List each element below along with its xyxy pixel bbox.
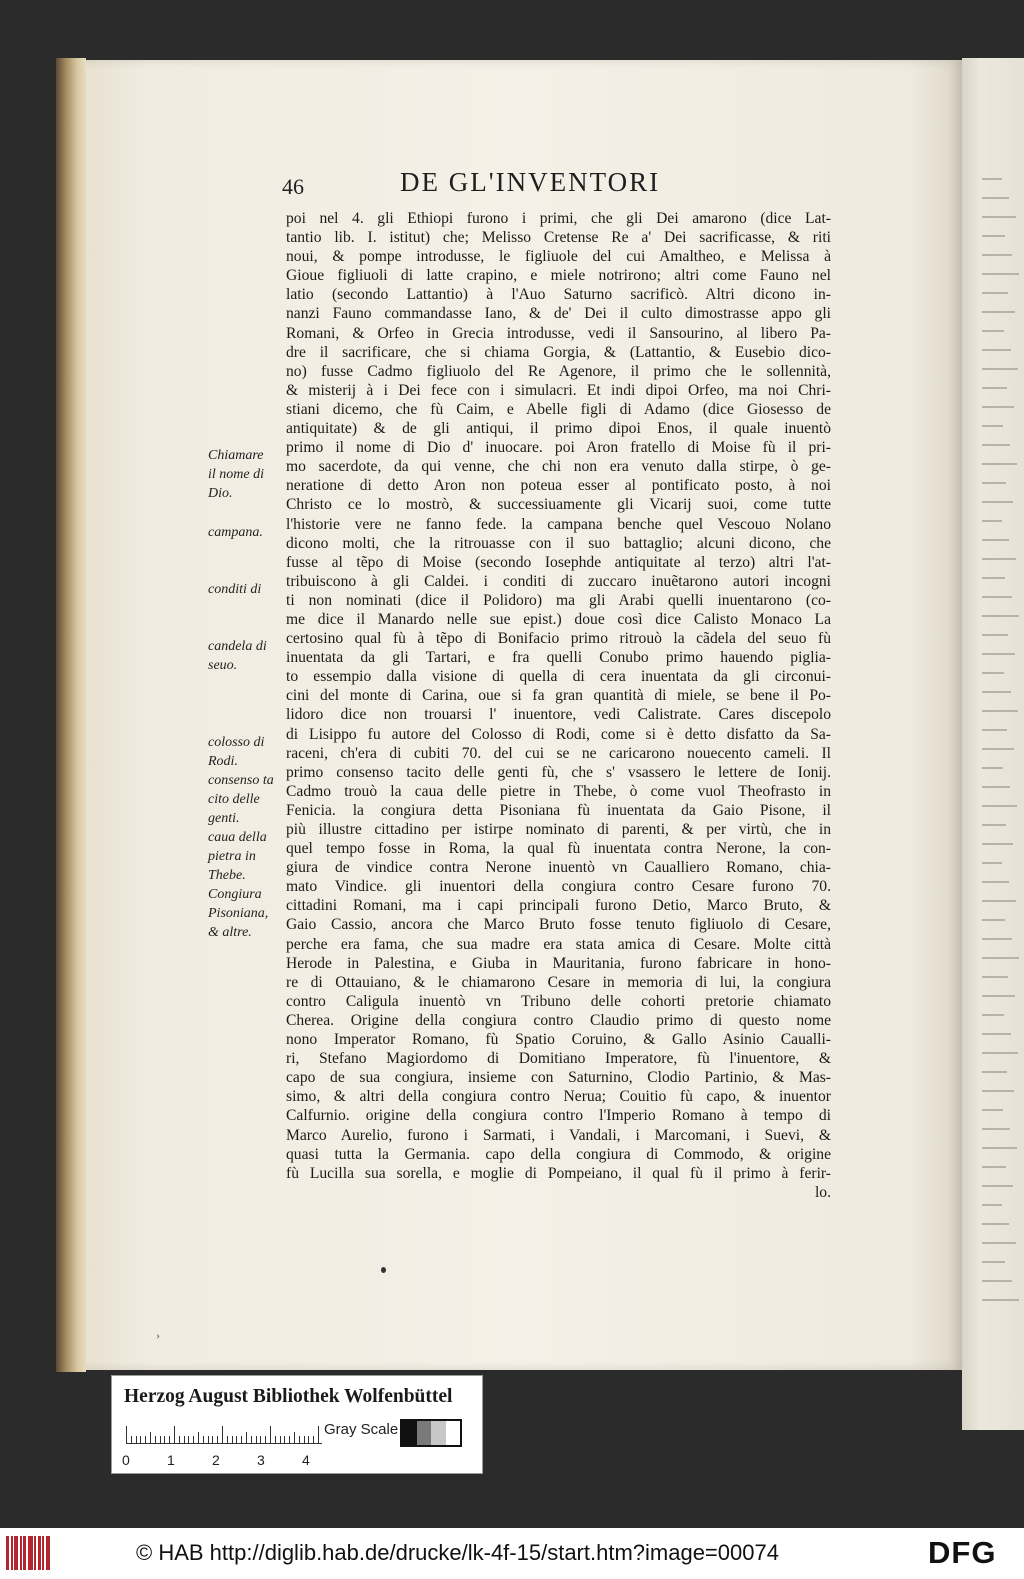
ruler-tick <box>131 1436 132 1444</box>
ruler-tick <box>164 1436 165 1444</box>
text-line: me dice il Manardo nelle sue epist.) doue così dice Calisto Monaco La <box>286 610 831 628</box>
gray-swatch <box>431 1421 446 1445</box>
text-line: noui, & pompe introdusse, le figliuole del cui Amaltheo, e Melissa à <box>286 248 831 266</box>
margin-note-line: Chiamare <box>208 448 264 463</box>
facing-page-edge <box>962 58 1024 1430</box>
text-line: cini del monte di Carina, oue si fa gran quantità di miele, se bene il Po- <box>286 687 831 705</box>
text-line: fù Lucilla sua sorella, e moglie di Pompeiano, il qual fù il primo à ferir- <box>286 1164 831 1182</box>
margin-note-line: campana. <box>208 525 263 540</box>
margin-note-line: Pisoniana, <box>208 906 269 921</box>
margin-note-line: & altre. <box>208 925 252 940</box>
ruler-tick <box>232 1436 233 1444</box>
text-line: nanzi Fauno commandasse Iano, & de' Dei il culto dimostrasse appo gli <box>286 305 831 323</box>
ruler-tick <box>289 1436 290 1444</box>
margin-note-line: candela di <box>208 639 267 654</box>
gray-scale-label: Gray Scale <box>324 1421 399 1438</box>
ruler-tick <box>294 1432 295 1444</box>
margin-note-line: conditi di <box>208 582 262 597</box>
ruler-tick <box>145 1436 146 1444</box>
ruler-tick <box>236 1436 237 1444</box>
body-text <box>286 209 831 1202</box>
text-line: mo sacerdote, da qui venne, che chi non era venuto dalla stirpe, ò ge- <box>286 458 831 476</box>
text-line: simo, & altri della congiura contro Nerua; Couitio fù capo, & inuentor <box>286 1088 831 1106</box>
text-line: Romani, & Orfeo in Grecia introdusse, vedi il Sansourino, al libero Pa- <box>286 324 831 342</box>
gray-swatch <box>446 1421 461 1445</box>
text-line: più illustre cittadino per istirpe nominato di parenti, & per virtù, che in <box>286 821 831 838</box>
ruler-tick <box>208 1436 209 1444</box>
margin-note-line: seuo. <box>208 658 238 673</box>
ruler-tick <box>304 1436 305 1444</box>
text-line: Gioue figliuoli di latte crapino, e miele notrirono; altri come Fauno nel <box>286 267 831 285</box>
ruler-tick <box>188 1436 189 1444</box>
text-line: dicono molti, che la ritrouasse con il suo battaglio; alcuni dicono, che <box>286 534 831 552</box>
ruler-tick <box>155 1436 156 1444</box>
color-scale-card <box>111 1375 483 1474</box>
margin-note-line: pietra in <box>208 849 256 864</box>
text-line: neratione di detto Aron non poteua esser al pontificato posto, à noi <box>286 477 831 495</box>
gray-scale-swatches <box>400 1419 462 1447</box>
margin-note-line: il nome di <box>208 467 264 482</box>
ruler-tick <box>174 1426 175 1444</box>
page-number: 46 <box>282 174 304 199</box>
text-line: perche era fama, che sua madre era stata amica di Cesare. Molte città <box>286 935 831 953</box>
ruler-tick <box>212 1436 213 1444</box>
margin-note-colosso <box>208 733 288 942</box>
ruler-tick <box>275 1436 276 1444</box>
margin-note-line: caua della <box>208 830 267 845</box>
margin-note-line: cito delle <box>208 792 260 807</box>
ruler-tick <box>126 1426 127 1444</box>
book-edge <box>56 58 86 1372</box>
margin-note-line: Thebe. <box>208 868 246 883</box>
text-line: Cadmo trouò la caua delle pietre in Thebe, ò come vuol Theofrasto in <box>286 782 831 800</box>
text-line: ri, Stefano Magiordomo di Domitiano Imperatore, fù l'inuentore, & <box>286 1050 831 1068</box>
text-line: latio (secondo Lattantio) à l'Auo Saturno sacrificò. Altri dicono in- <box>286 286 831 304</box>
text-line: cittadini Romani, ma i capi principali furono Detio, Marco Bruto, & <box>286 897 831 915</box>
ruler-tick <box>280 1436 281 1444</box>
ruler-tick <box>136 1436 137 1444</box>
margin-note-line: Congiura <box>208 887 262 902</box>
text-line: capo de sua congiura, insieme con Saturnino, Clodio Partinio, & Mas- <box>286 1069 831 1087</box>
ruler-label: 0 <box>122 1452 130 1468</box>
margin-note-campana <box>208 523 288 542</box>
text-line: nono Imperator Romano, fù Spatio Coruino, & Gallo Asinio Caualli- <box>286 1031 831 1049</box>
text-line: fusse al tẽpo di Moise (secondo Iosephde antiquitate al terzo) altri l'at- <box>286 553 831 571</box>
text-line: Christo ce lo mostrò, & successiuamente gli Vicarij suoi, come tutte <box>286 496 831 514</box>
ruler-tick <box>203 1436 204 1444</box>
ruler-tick <box>160 1436 161 1444</box>
text-line: raceni, ch'era di cubiti 70. del cui se ne caricarono nouecento cameli. Il <box>286 744 831 762</box>
footer-bar <box>0 1528 1024 1579</box>
text-line: stiani dicemo, che fù Caim, e Abelle figli di Adamo (dice Giosesso de <box>286 400 831 418</box>
text-line: primo consenso tacito delle genti fù, che s' vsassero le lettere de Ionij. <box>286 763 831 781</box>
text-line: Herode in Palestina, e Giuba in Mauritania, furono fabricare in hono- <box>286 954 831 972</box>
text-line: di Lisippo fu autore del Colosso di Rodi, come si è detto disfatto da Sa- <box>286 725 831 743</box>
ruler-tick <box>140 1436 141 1444</box>
margin-note-conditi <box>208 580 288 599</box>
text-line: certosino qual fù à tẽpo di Bonifacio primo ritrouò la cãdela del seuo fù <box>286 630 831 648</box>
margin-note-line: colosso di <box>208 735 265 750</box>
ruler <box>126 1422 322 1450</box>
ruler-tick <box>184 1436 185 1444</box>
ruler-tick <box>217 1436 218 1444</box>
text-line: Calfurnio. origine della congiura contro l'Imperio Romano à tempo di <box>286 1107 831 1125</box>
ruler-tick <box>260 1436 261 1444</box>
ruler-label: 2 <box>212 1452 220 1468</box>
text-line: inuentata da gli Tartari, e fra quelli Conubo primo hauendo piglia- <box>286 649 831 667</box>
ruler-tick <box>270 1426 271 1444</box>
margin-note-candela <box>208 637 288 675</box>
text-line: l'historie vere ne fanno fede. la campana benche quel Vescouo Nolano <box>286 515 831 533</box>
ruler-label: 3 <box>257 1452 265 1468</box>
margin-note-line: Rodi. <box>208 754 238 769</box>
copyright-link[interactable]: © HAB http://diglib.hab.de/drucke/lk-4f-15/start.htm?image=00074 <box>136 1540 779 1565</box>
ruler-tick <box>246 1432 247 1444</box>
ruler-tick <box>265 1436 266 1444</box>
text-line: giura de vindice contra Nerone inuentò vn Caualliero Romano, chia- <box>286 859 831 877</box>
dfg-logo: DFG <box>928 1535 997 1570</box>
corner-mark: › <box>156 1328 160 1342</box>
ruler-tick <box>179 1436 180 1444</box>
gray-swatch <box>402 1421 417 1445</box>
text-line: mato Vindice. gli inuentori della congiura contro Cesare furono 70. <box>286 878 831 896</box>
running-head: DE GL'INVENTORI <box>400 167 661 197</box>
text-line: quasi tutta la Germania. capo della congiura di Commodo, & origine <box>286 1145 831 1163</box>
ruler-tick <box>313 1436 314 1444</box>
ruler-tick <box>256 1436 257 1444</box>
text-line: & misterij à i Dei fece con i simulacri. Et indi dipoi Orfeo, ma noi Chri- <box>286 381 831 399</box>
printer-mark <box>381 1267 386 1273</box>
text-line: tribuiscono à gli Caldei. i conditi di zuccaro inuẽtarono autori incogni <box>286 572 831 590</box>
margin-note-line: genti. <box>208 811 240 826</box>
text-line: antiquitate) & de gli antiqui, il primo dipoi Enos, il quale inuentò <box>286 420 831 438</box>
ruler-tick <box>241 1436 242 1444</box>
ruler-label: 1 <box>167 1452 175 1468</box>
ruler-tick <box>198 1432 199 1444</box>
text-line: Fenicia. la congiura detta Pisoniana fù inuentata da Gaio Pisone, il <box>286 801 831 819</box>
ruler-tick <box>308 1436 309 1444</box>
ruler-tick <box>222 1426 223 1444</box>
text-line: Gaio Cassio, ancora che Marco Bruto fosse tenuto figliuolo di Cesare, <box>286 916 831 934</box>
text-line: poi nel 4. gli Ethiopi furono i primi, che gli Dei amarono (dice Lat- <box>286 210 831 227</box>
ruler-tick <box>169 1436 170 1444</box>
text-line: to essempio dalla visione di quella di cera inuentata da gli circonui- <box>286 668 831 686</box>
ruler-tick <box>251 1436 252 1444</box>
ruler-tick <box>150 1432 151 1444</box>
text-line: primo il nome di Dio d' inuocare. poi Aron fratello di Moise fù il pri- <box>286 439 831 457</box>
margin-note-line: consenso ta <box>208 773 274 788</box>
ruler-tick <box>227 1436 228 1444</box>
text-line: lo. <box>814 1183 831 1201</box>
ruler-tick <box>299 1436 300 1444</box>
hab-logo-icon <box>6 1536 48 1570</box>
text-line: dre il sacrificare, che si chiama Gorgia, & (Lattantio, & Eusebio dico- <box>286 343 831 361</box>
gray-swatch <box>417 1421 432 1445</box>
text-line: ti non nominati (dice il Polidoro) ma gli Arabi quelli inuentarono (co- <box>286 591 831 609</box>
margin-note-chiamare <box>208 446 288 503</box>
ruler-tick <box>318 1426 319 1444</box>
text-line: re di Ottauiano, & le chiamarono Cesare in memoria di lui, la congiura <box>286 973 831 991</box>
text-line: Marco Aurelio, furono i Sarmati, i Vandali, i Marcomani, i Suevi, & <box>286 1126 831 1144</box>
text-line: lidoro dice non trouarsi l' inuentore, vedi Calistrate. Cares discepolo <box>286 706 831 724</box>
text-line: quel tempo fosse in Roma, la qual fù inuentata contra Nerone, la con- <box>286 840 831 858</box>
text-line: contro Caligula inuentò vn Tribuno delle cohorti pretorie chiamato <box>286 992 831 1010</box>
ruler-label: 4 <box>302 1452 310 1468</box>
text-line: Cherea. Origine della congiura contro Claudio primo di questo nome <box>286 1011 831 1029</box>
library-name: Herzog August Bibliothek Wolfenbüttel <box>124 1386 453 1407</box>
text-line: tantio lib. I. istitut) che; Melisso Cretense Re a' Dei sacrificasse, & riti <box>286 229 831 247</box>
text-line: no) fusse Cadmo figliuolo del Re Agenore, il primo che le sollennità, <box>286 362 831 380</box>
ruler-tick <box>284 1436 285 1444</box>
margin-note-line: Dio. <box>208 486 233 501</box>
ruler-tick <box>193 1436 194 1444</box>
